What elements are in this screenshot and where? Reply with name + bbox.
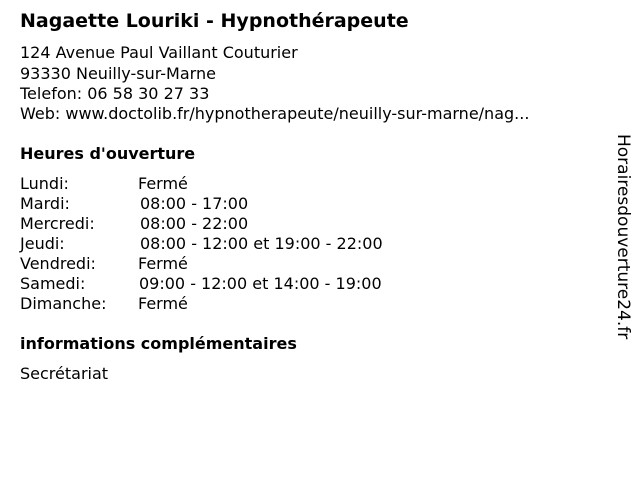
info-heading: informations complémentaires	[20, 334, 297, 353]
hours-time: Fermé	[138, 174, 188, 193]
address-city: 93330 Neuilly-sur-Marne	[20, 64, 216, 83]
hours-day: Jeudi:	[20, 234, 65, 253]
hours-day: Lundi:	[20, 174, 69, 193]
hours-day: Mercredi:	[20, 214, 95, 233]
hours-day: Vendredi:	[20, 254, 96, 273]
hours-time: Fermé	[138, 254, 188, 273]
hours-day: Dimanche:	[20, 294, 107, 313]
hours-heading: Heures d'ouverture	[20, 144, 196, 163]
info-text: Secrétariat	[20, 364, 109, 383]
hours-day: Samedi:	[20, 274, 86, 293]
page-title: Nagaette Louriki - Hypnothérapeute	[20, 10, 409, 32]
hours-day: Mardi:	[20, 194, 70, 213]
hours-time: 09:00 - 12:00 et 14:00 - 19:00	[139, 274, 382, 293]
phone-line[interactable]: Telefon: 06 58 30 27 33	[20, 84, 210, 103]
hours-time: Fermé	[138, 294, 188, 313]
address-street: 124 Avenue Paul Vaillant Couturier	[20, 43, 298, 62]
web-line[interactable]: Web: www.doctolib.fr/hypnotherapeute/neuilly-sur-marne/nag...	[20, 104, 530, 123]
hours-time: 08:00 - 12:00 et 19:00 - 22:00	[140, 234, 383, 253]
hours-time: 08:00 - 17:00	[140, 194, 249, 213]
hours-time: 08:00 - 22:00	[140, 214, 249, 233]
site-watermark: Horairesdouverture24.fr	[613, 134, 633, 340]
